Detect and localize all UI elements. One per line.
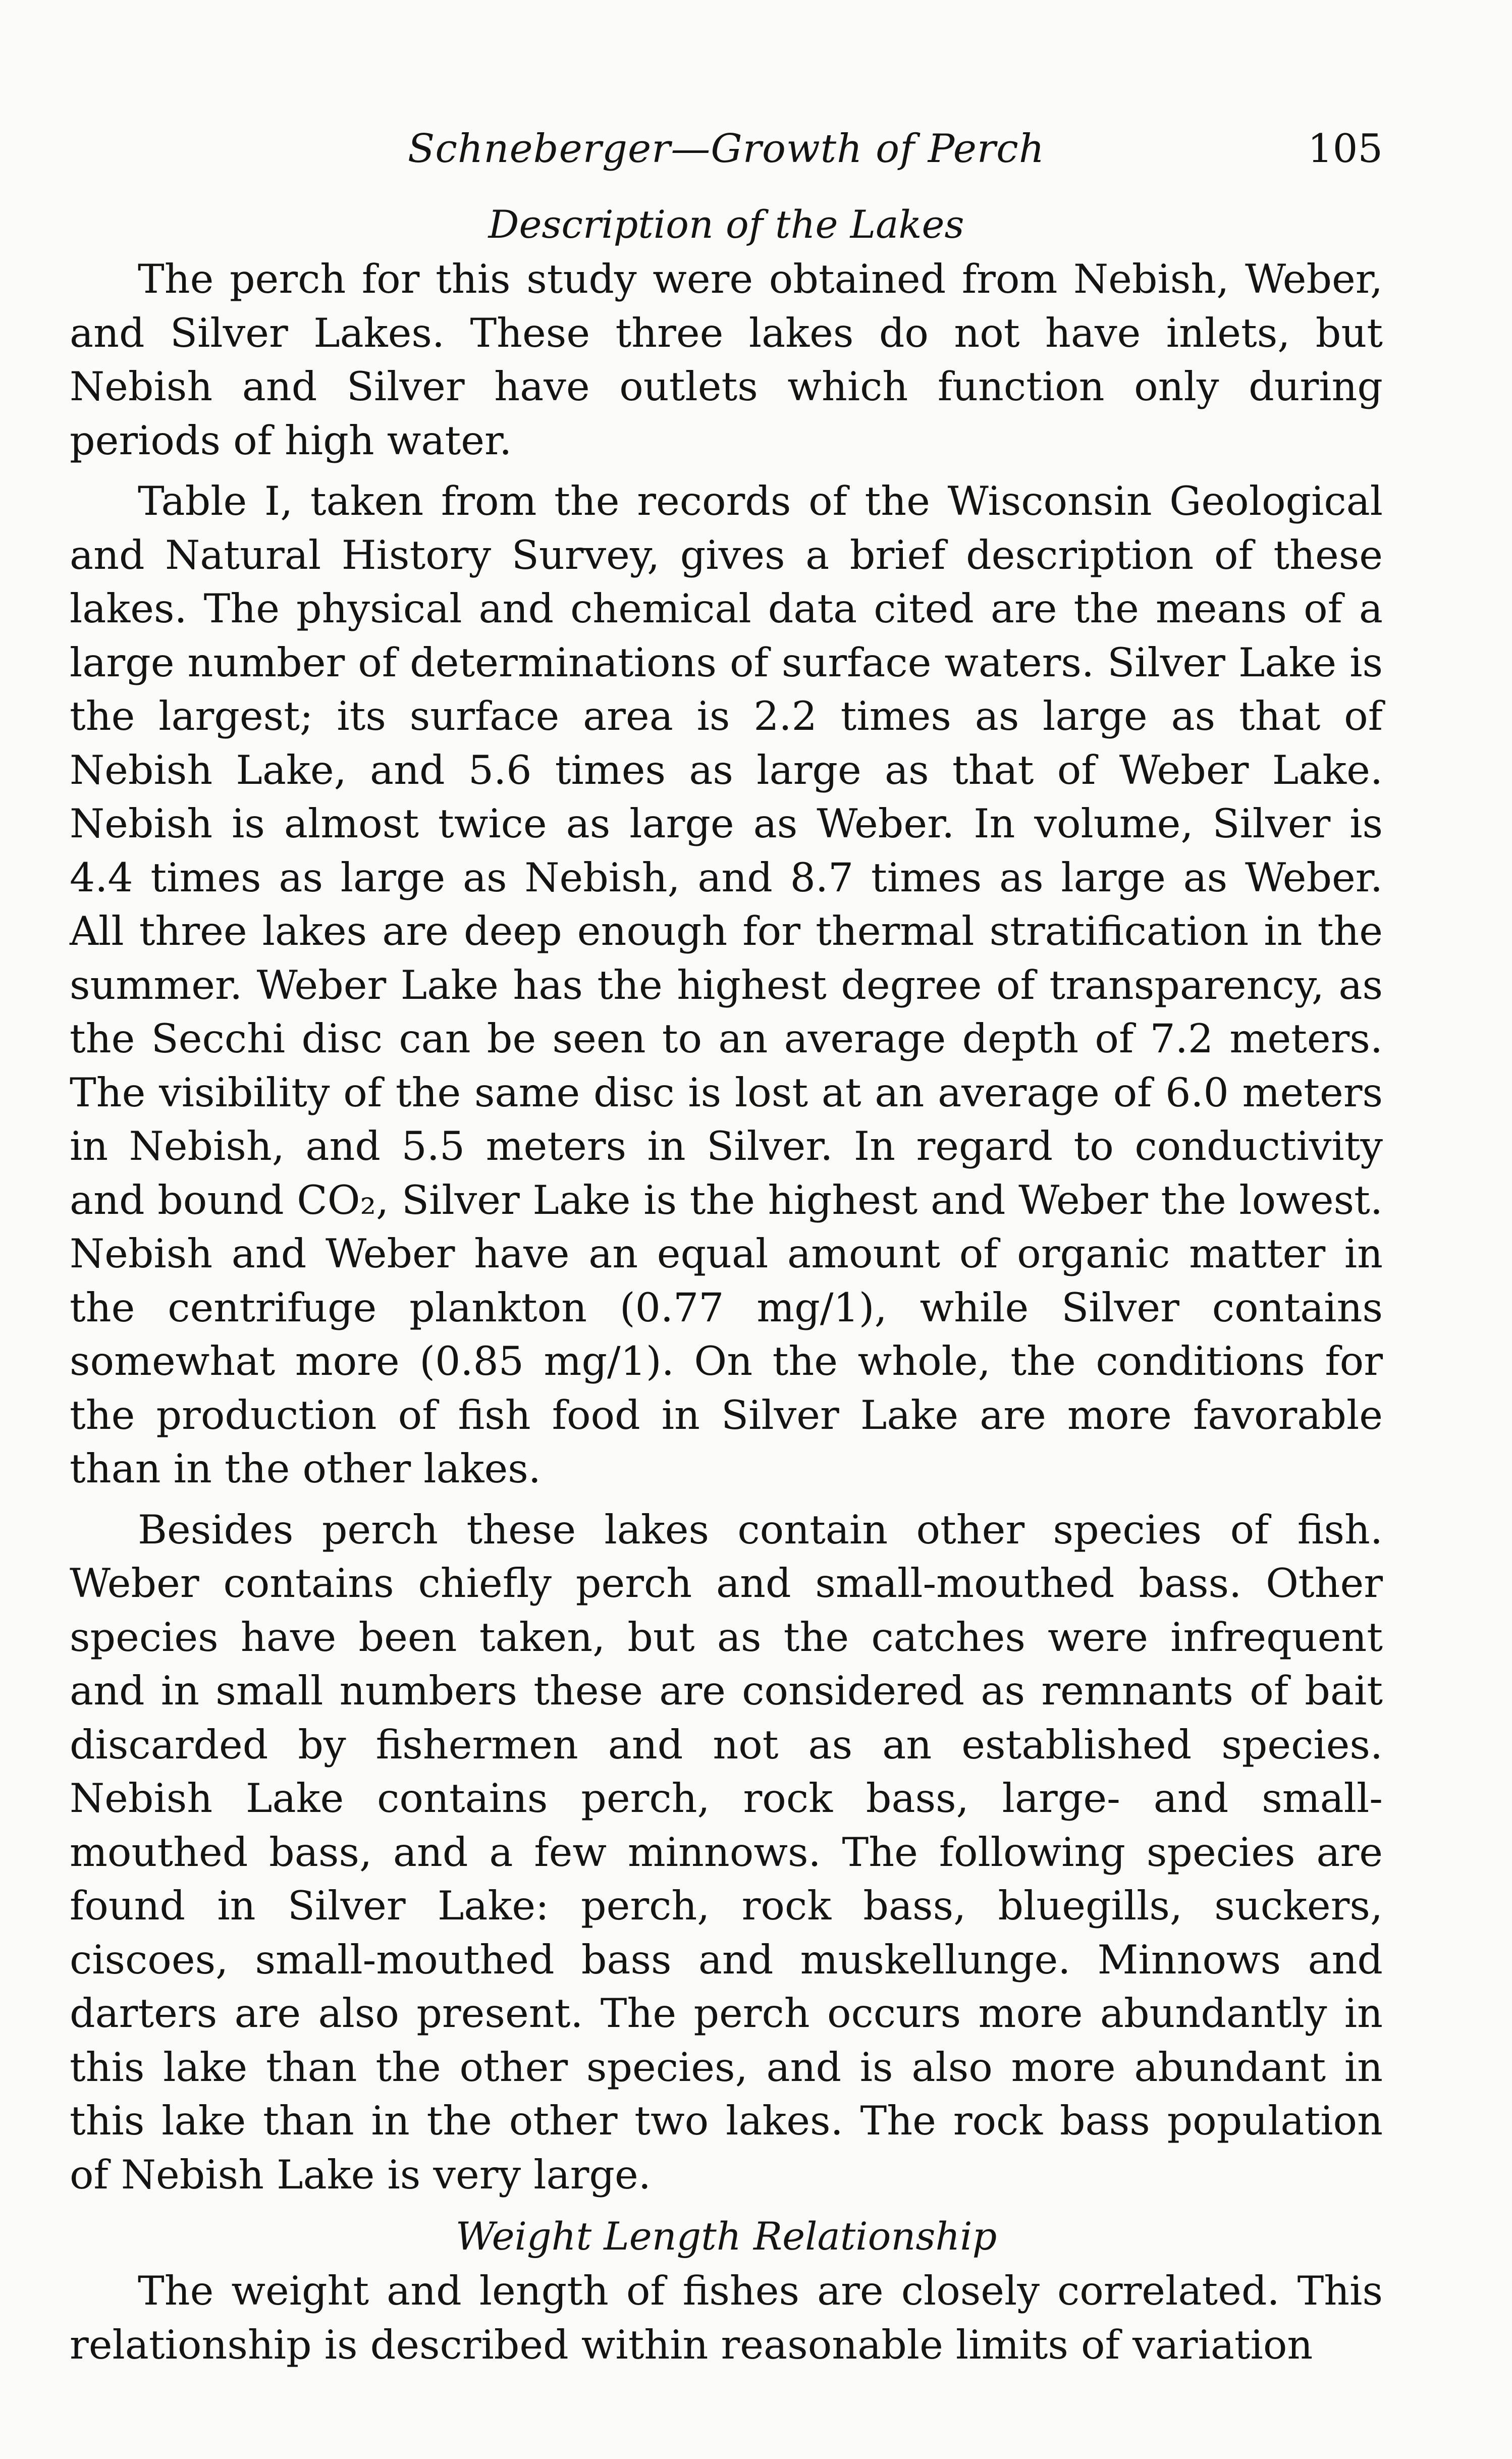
paragraph: The perch for this study were obtained from Nebish, Weber, and Silver Lakes. These three lakes do not have inlets, but Nebish and Silver have outlets which function only during periods of high water. bbox=[70, 256, 1383, 464]
section-weight-length-relationship bbox=[70, 2209, 1383, 2372]
section-description-of-lakes bbox=[70, 197, 1383, 2202]
paragraph: Besides perch these lakes contain other species of fish. Weber contains chiefly perch and small-mouthed bass. Other species have been taken, but as the catches were infrequent and in small numbers these are considered as remnants of bait discarded by fishermen and not as an established species. Nebish Lake contains perch, rock bass, large- and small-mouthed bass, and a few minnows. The following species are found in Silver Lake: perch, rock bass, bluegills, suckers, ciscoes, small-mouthed bass and muskellunge. Minnows and darters are also present. The perch occurs more abundantly in this lake than the other species, and is also more abundant in this lake than in the other two lakes. The rock bass population of Nebish Lake is very large. bbox=[70, 1506, 1383, 2198]
running-title: Schneberger—Growth of Perch bbox=[407, 126, 1045, 172]
paragraph: Table I, taken from the records of the Wisconsin Geological and Natural History Survey, gives a brief description of these lakes. The physical and chemical data cited are the means of a large number of determinations of surface waters. Silver Lake is the largest; its surface area is 2.2 times as large as that of Nebish Lake, and 5.6 times as large as that of Weber Lake. Nebish is almost twice as large as Weber. In volume, Silver is 4.4 times as large as Nebish, and 8.7 times as large as Weber. All three lakes are deep enough for thermal stratification in the summer. Weber Lake has the highest degree of transparency, as the Secchi disc can be seen to an average depth of 7.2 meters. The visibility of the same disc is lost at an average of 6.0 meters in Nebish, and 5.5 meters in Silver. In regard to conductivity and bound CO₂, Silver Lake is the highest and Weber the lowest. Nebish and Weber have an equal amount of organic matter in the centrifuge plankton (0.77 mg/1), while Silver contains somewhat more (0.85 mg/1). On the whole, the conditions for the production of fish food in Silver Lake are more favorable than in the other lakes. bbox=[70, 478, 1383, 1492]
running-header bbox=[70, 126, 1383, 197]
page-number: 105 bbox=[1308, 126, 1383, 172]
paragraph: The weight and length of fishes are closely correlated. This relationship is described within reasonable limits of variation bbox=[70, 2268, 1383, 2368]
section-heading: Description of the Lakes bbox=[488, 202, 964, 247]
section-heading: Weight Length Relationship bbox=[455, 2214, 997, 2259]
page-content bbox=[70, 126, 1383, 2372]
